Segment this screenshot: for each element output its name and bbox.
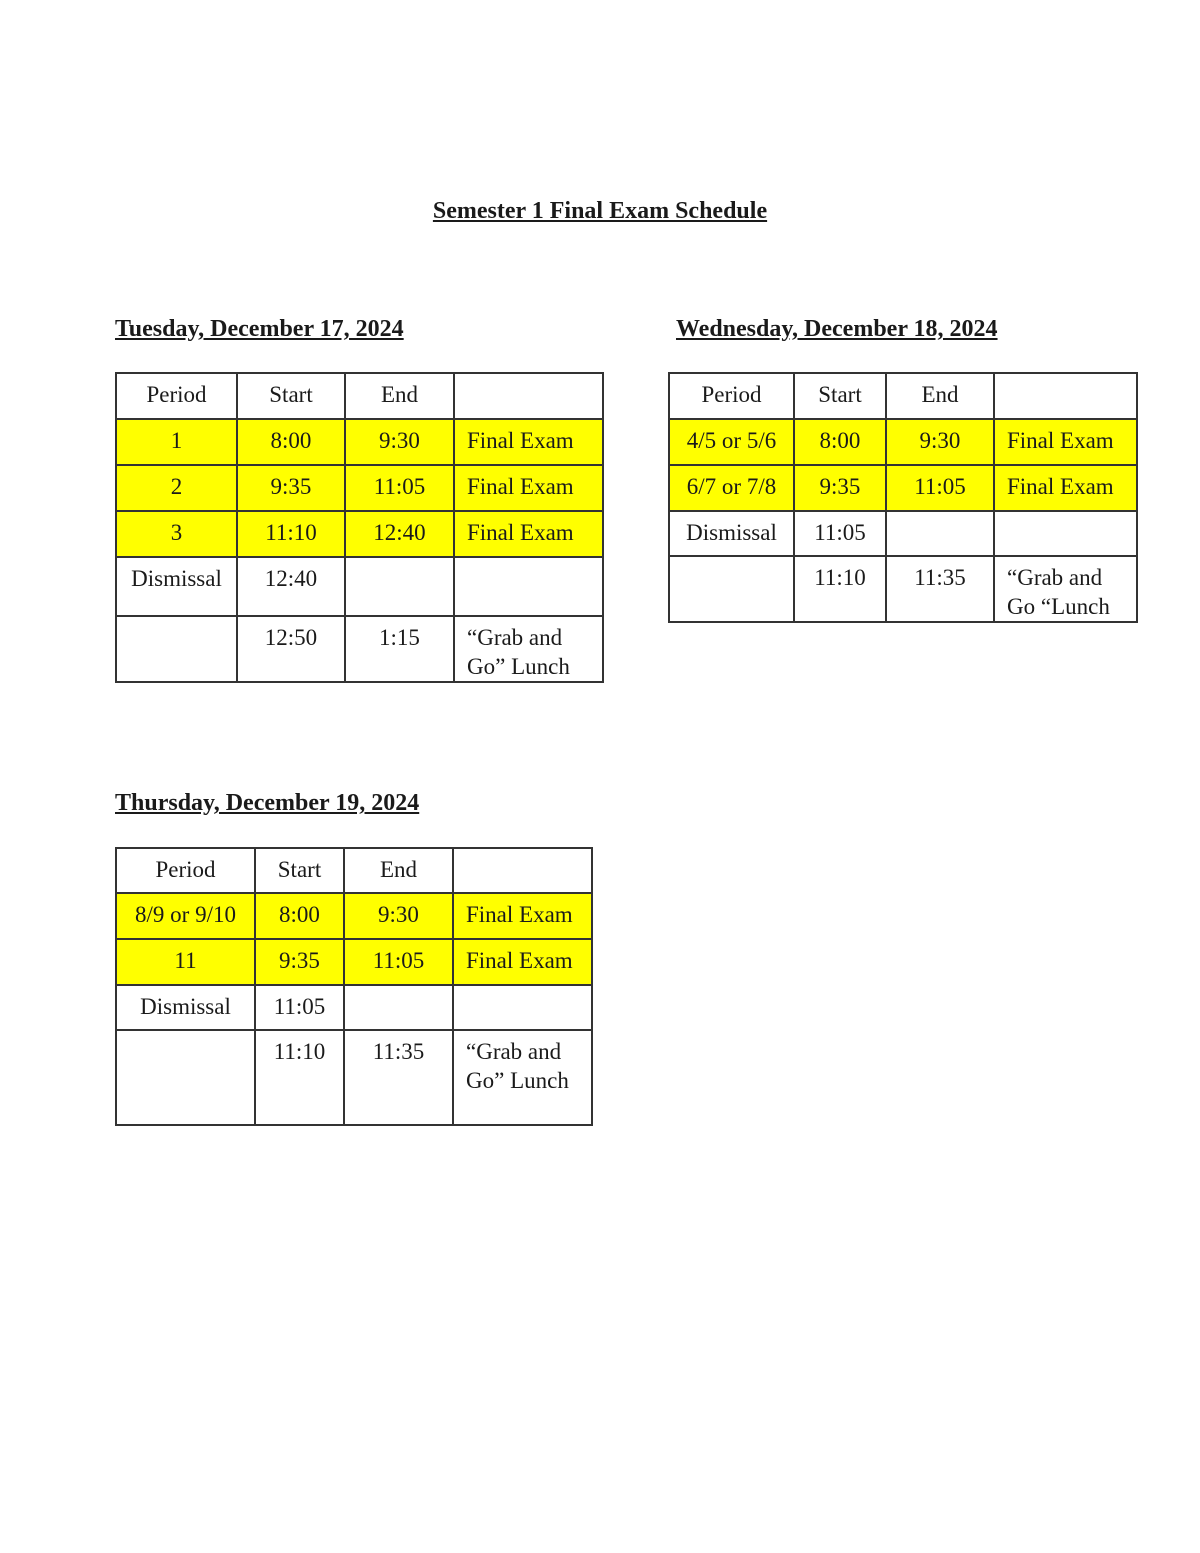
start-cell: 8:00 [237,419,345,465]
header-end: End [886,373,994,419]
period-cell: Dismissal [669,511,794,556]
end-cell [345,557,454,616]
table-header-row [116,848,592,893]
end-cell: 11:35 [886,556,994,622]
table-header-row [116,373,603,419]
period-cell: 3 [116,511,237,557]
period-cell [669,556,794,622]
wednesday-heading: Wednesday, December 18, 2024 [676,316,998,342]
description-cell [454,557,603,616]
header-period: Period [116,848,255,893]
table-row [116,557,603,616]
start-cell: 9:35 [237,465,345,511]
table-row [116,465,603,511]
table-row [116,1030,592,1125]
header-end: End [345,373,454,419]
header-description [994,373,1137,419]
period-cell: 2 [116,465,237,511]
header-start: Start [794,373,886,419]
description-cell: “Grab and Go “Lunch [994,556,1137,622]
period-cell: 1 [116,419,237,465]
start-cell: 11:10 [255,1030,344,1125]
header-description [454,373,603,419]
period-cell: 6/7 or 7/8 [669,465,794,511]
description-cell: Final Exam [994,465,1137,511]
start-cell: 11:05 [255,985,344,1030]
end-cell [886,511,994,556]
table-header-row [669,373,1137,419]
wednesday-schedule-table [668,372,1138,623]
table-row [669,511,1137,556]
end-cell: 12:40 [345,511,454,557]
description-cell: Final Exam [454,465,603,511]
end-cell: 11:05 [886,465,994,511]
period-cell [116,616,237,682]
end-cell: 11:05 [344,939,453,985]
start-cell: 8:00 [794,419,886,465]
description-cell: Final Exam [453,893,592,939]
start-cell: 9:35 [255,939,344,985]
description-cell [453,985,592,1030]
start-cell: 11:05 [794,511,886,556]
period-cell: Dismissal [116,985,255,1030]
header-period: Period [116,373,237,419]
period-cell: Dismissal [116,557,237,616]
start-cell: 11:10 [794,556,886,622]
description-cell [994,511,1137,556]
thursday-schedule-table [115,847,593,1126]
table-row [116,893,592,939]
table-row [669,419,1137,465]
end-cell: 11:05 [345,465,454,511]
start-cell: 9:35 [794,465,886,511]
period-cell: 8/9 or 9/10 [116,893,255,939]
period-cell: 4/5 or 5/6 [669,419,794,465]
header-start: Start [255,848,344,893]
end-cell [344,985,453,1030]
header-description [453,848,592,893]
description-cell: Final Exam [453,939,592,985]
tuesday-heading: Tuesday, December 17, 2024 [115,316,404,342]
table-row [116,985,592,1030]
end-cell: 9:30 [345,419,454,465]
end-cell: 9:30 [886,419,994,465]
period-cell: 11 [116,939,255,985]
description-cell: Final Exam [454,511,603,557]
header-start: Start [237,373,345,419]
start-cell: 11:10 [237,511,345,557]
table-row [116,616,603,682]
page-title: Semester 1 Final Exam Schedule [432,198,768,224]
description-cell: Final Exam [994,419,1137,465]
table-row [116,939,592,985]
table-row [669,465,1137,511]
table-row [116,511,603,557]
end-cell: 1:15 [345,616,454,682]
end-cell: 9:30 [344,893,453,939]
header-period: Period [669,373,794,419]
tuesday-schedule-table [115,372,604,683]
start-cell: 12:50 [237,616,345,682]
end-cell: 11:35 [344,1030,453,1125]
header-end: End [344,848,453,893]
table-row [669,556,1137,622]
start-cell: 8:00 [255,893,344,939]
description-cell: “Grab and Go” Lunch [453,1030,592,1125]
thursday-heading: Thursday, December 19, 2024 [115,790,420,816]
description-cell: “Grab and Go” Lunch [454,616,603,682]
period-cell [116,1030,255,1125]
start-cell: 12:40 [237,557,345,616]
description-cell: Final Exam [454,419,603,465]
table-row [116,419,603,465]
